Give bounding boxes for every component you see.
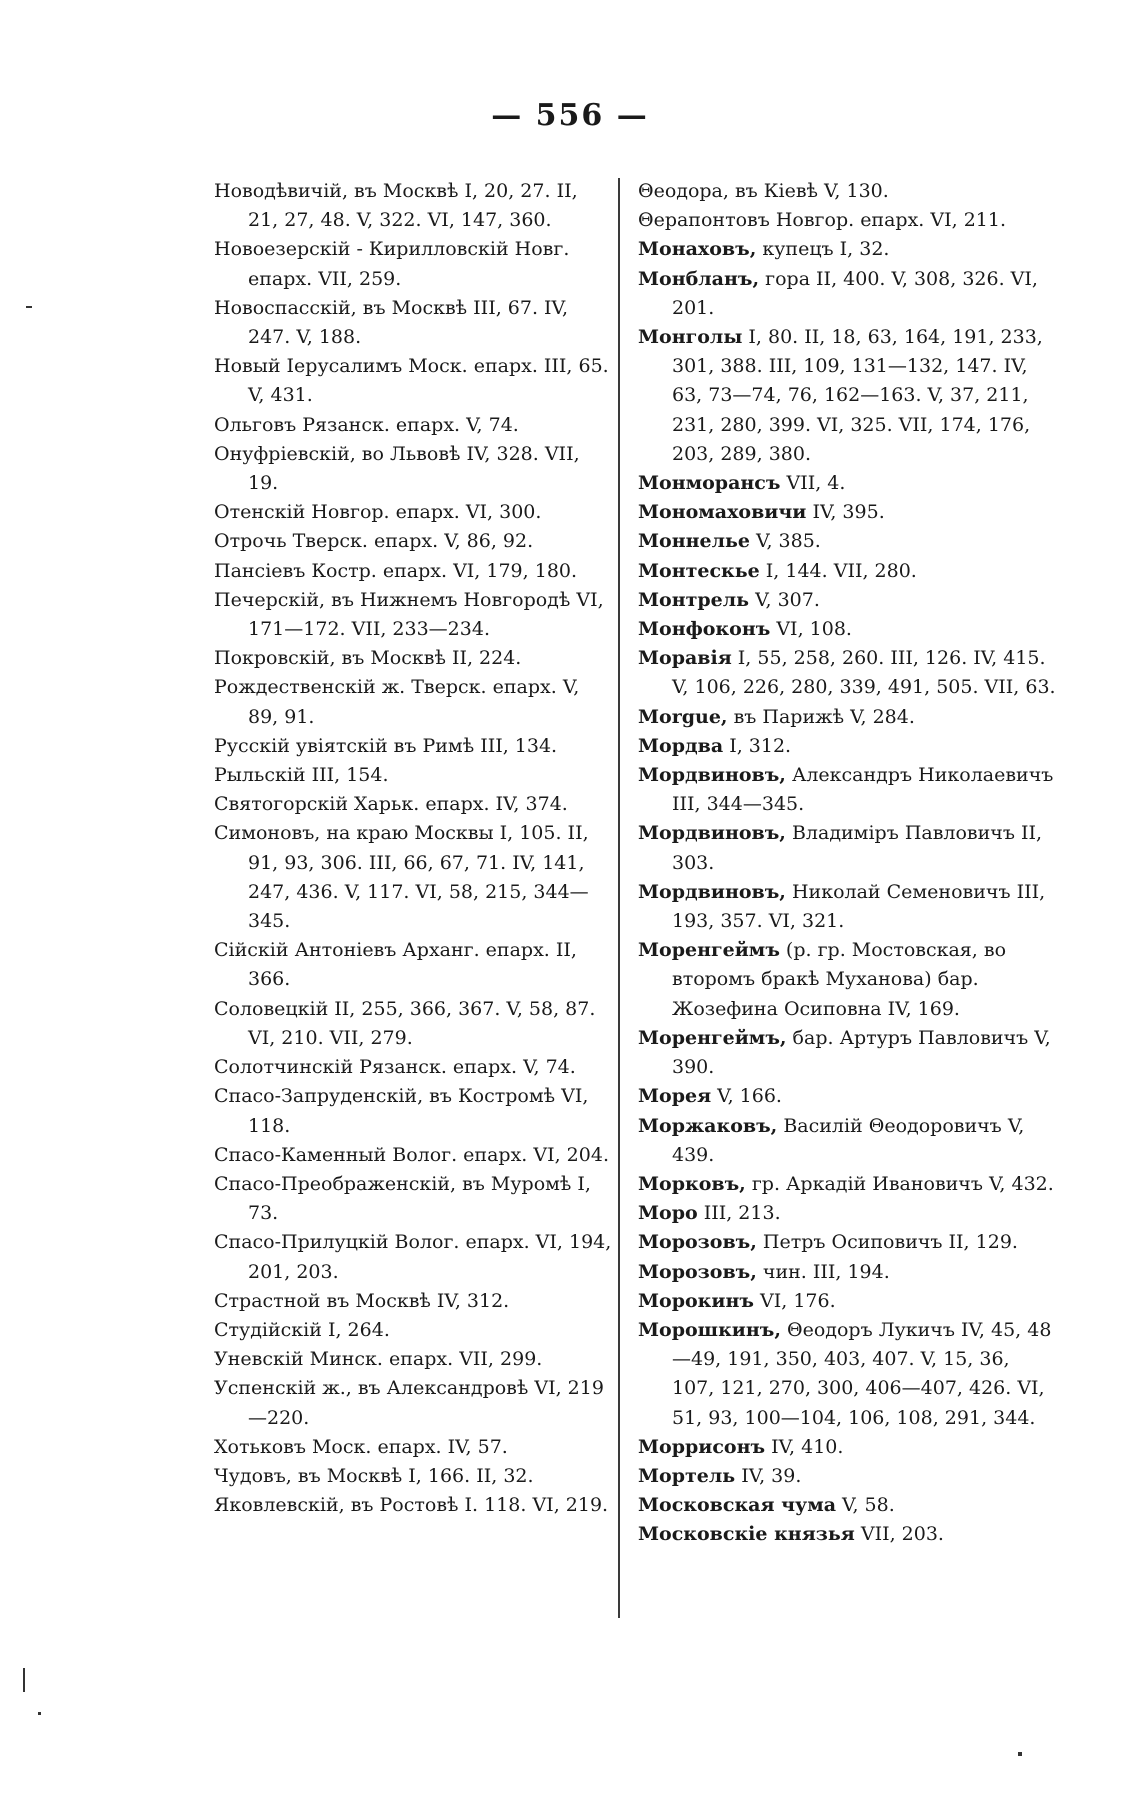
index-entry (638, 1287, 1056, 1316)
entry-references: Петръ Осиповичъ II, 129. (756, 1231, 1018, 1254)
index-entry: Сійскій Антоніевъ Арханг. епарх. II, 366. (214, 939, 577, 991)
index-entry (638, 1112, 1056, 1170)
entry-references: Θерапонтовъ Новгор. епарх. VI, 211. (638, 209, 1006, 232)
index-entry (638, 469, 1056, 498)
index-entry: Отрочь Тверск. епарх. V, 86, 92. (214, 530, 534, 553)
index-entry (638, 498, 1056, 527)
index-entry (638, 1082, 1056, 1111)
entry-headword: Моро (638, 1202, 698, 1225)
index-entry: Спасо-Запруденскій, въ Костромѣ VI, 118. (214, 1085, 589, 1137)
entry-headword: Морея (638, 1085, 712, 1108)
index-entry: Симоновъ, на краю Москвы I, 105. II, 91, 93, 306. III, 66, 67, 71. IV, 141, 247, 436. V, 117. VI, 58, 215, 344—345. (214, 822, 589, 933)
index-entry: Печерскій, въ Нижнемъ Новгородѣ VI, 171—172. VII, 233—234. (214, 588, 604, 641)
index-entry (638, 1170, 1056, 1199)
entry-references: III, 213. (697, 1202, 781, 1225)
index-entry (638, 265, 1056, 323)
entry-references: I, 80. II, 18, 63, 164, 191, 233, 301, 388. III, 109, 131—132, 147. IV, 63, 73—74, 76, 162—163. V, 37, 211, 231, 280, 399. VI, 325. VII, 174, 176, 203, 289, 380. (672, 326, 1043, 465)
margin-dot (1018, 1752, 1022, 1756)
entry-headword: Мономаховичи (638, 501, 807, 524)
index-entry: Спасо-Преображенскій, въ Муромѣ I, 73. (214, 1172, 591, 1225)
entry-headword: Монтескье (638, 559, 760, 582)
entry-references: IV, 395. (806, 501, 885, 524)
entry-references: V, 385. (750, 530, 821, 553)
index-entry: Страстной въ Москвѣ IV, 312. (214, 1289, 510, 1312)
index-entry (638, 703, 1056, 732)
entry-headword: Московская чума (638, 1494, 837, 1517)
index-entry: Рыльскій III, 154. (214, 764, 389, 787)
index-entry: Отенскій Новгор. епарх. VI, 300. (214, 501, 542, 524)
entry-headword: Мордвиновъ, (638, 880, 786, 903)
margin-tick (23, 1668, 25, 1692)
index-entry (638, 323, 1056, 469)
index-entry: Рождественскій ж. Тверск. епарх. V, 89, 91. (214, 676, 580, 728)
entry-headword: Мордвиновъ, (638, 764, 786, 787)
index-entry: Покровскій, въ Москвѣ II, 224. (214, 647, 522, 670)
entry-headword: Моренгеймъ (638, 939, 780, 962)
index-entry: Спасо-Прилуцкій Волог. епарх. VI, 194, 201, 203. (214, 1231, 612, 1283)
entry-references: Θеодора, въ Кіевѣ V, 130. (638, 180, 889, 202)
index-entry: Святогорскій Харьк. епарх. IV, 374. (214, 793, 568, 816)
entry-headword: Монаховъ, (638, 238, 757, 261)
entry-references: Владиміръ Павловичъ II, 303. (672, 822, 1043, 874)
index-entry (638, 1462, 1056, 1491)
entry-references: въ Парижѣ V, 284. (727, 705, 915, 728)
entry-headword: Моренгеймъ, (638, 1026, 787, 1049)
index-entry (638, 177, 1056, 206)
entry-headword: Монбланъ, (638, 267, 760, 290)
index-entry (638, 586, 1056, 615)
index-entry (638, 1520, 1056, 1549)
entry-headword: Морозовъ, (638, 1260, 757, 1283)
index-entry (638, 819, 1056, 877)
entry-headword: Морозовъ, (638, 1231, 757, 1254)
index-entry (638, 1199, 1056, 1228)
index-entry: Студійскій I, 264. (214, 1318, 390, 1341)
entry-headword: Моржаковъ, (638, 1114, 778, 1137)
entry-headword: Морковъ, (638, 1172, 746, 1195)
index-entry: Новодѣвичій, въ Москвѣ I, 20, 27. II, 21, 27, 48. V, 322. VI, 147, 360. (214, 180, 578, 232)
entry-references: V, 166. (711, 1085, 782, 1108)
entry-references: VI, 108. (770, 618, 852, 641)
index-entry (638, 644, 1056, 702)
entry-references: (р. гр. Мостовская, во второмъ бракѣ Муханова) бар. Жозефина Осиповна IV, 169. (672, 939, 1007, 1020)
entry-references: купецъ I, 32. (756, 238, 890, 261)
entry-references: Θеодоръ Лукичъ IV, 45, 48—49, 191, 350, 403, 407. V, 15, 36, 107, 121, 270, 300, 406—407, 426. VI, 51, 93, 100—104, 106, 108, 291, 344. (672, 1318, 1052, 1429)
index-entry (638, 1024, 1056, 1082)
entry-references: IV, 39. (735, 1464, 802, 1487)
index-entry (638, 732, 1056, 761)
entry-headword: Мордва (638, 734, 724, 757)
entry-headword: Московскіе князья (638, 1523, 855, 1546)
entry-headword: Мордвиновъ, (638, 822, 786, 845)
index-entry (638, 1258, 1056, 1287)
entry-references: VI, 176. (753, 1289, 836, 1312)
column-divider (618, 178, 620, 1618)
entry-headword: Моррисонъ (638, 1435, 766, 1458)
entry-references: чин. III, 194. (756, 1260, 890, 1283)
index-entry: Уневскій Минск. епарх. VII, 299. (214, 1348, 543, 1371)
index-entry: Хотьковъ Моск. епарх. IV, 57. (214, 1435, 508, 1458)
entry-headword: Монголы (638, 326, 743, 349)
entry-headword: Моравія (638, 647, 732, 670)
entry-headword: Монморансъ (638, 472, 781, 495)
index-entry (638, 936, 1056, 1024)
entry-headword: Монфоконъ (638, 618, 771, 641)
index-entry: Спасо-Каменный Волог. епарх. VI, 204. (214, 1143, 609, 1166)
index-entry: Пансіевъ Костр. епарх. VI, 179, 180. (214, 559, 578, 582)
entry-references: Василій Θеодоровичъ V, 439. (672, 1114, 1025, 1166)
index-entry (638, 878, 1056, 936)
entry-headword: Мортель (638, 1464, 736, 1487)
index-entry (638, 615, 1056, 644)
index-entry: Новоспасскій, въ Москвѣ III, 67. IV, 247. V, 188. (214, 296, 568, 349)
index-entry: Новоезерскій - Кирилловскій Новг. епарх. VII, 259. (214, 238, 570, 290)
entry-references: VII, 4. (780, 472, 846, 495)
entry-references: Николай Семеновичъ III, 193, 357. VI, 321. (672, 880, 1046, 933)
index-entry: Новый Іерусалимъ Моск. епарх. III, 65. V, 431. (214, 355, 609, 407)
entry-references: Александръ Николаевичъ III, 344—345. (672, 764, 1054, 816)
index-entry: Солотчинскій Рязанск. епарх. V, 74. (214, 1056, 576, 1079)
page-number: — 556 — (491, 98, 649, 133)
entry-headword: Морошкинъ, (638, 1318, 781, 1341)
index-entry (638, 1491, 1056, 1520)
index-entry (638, 527, 1056, 556)
entry-references: VII, 203. (854, 1523, 944, 1546)
entry-headword: Морокинъ (638, 1289, 754, 1312)
entry-references: гора II, 400. V, 308, 326. VI, 201. (672, 267, 1038, 319)
entry-headword: Монтрель (638, 588, 750, 611)
index-entry (638, 1228, 1056, 1257)
entry-references: гр. Аркадій Ивановичъ V, 432. (745, 1172, 1054, 1195)
index-entry (638, 1316, 1056, 1433)
index-entry (638, 206, 1056, 235)
index-entry (638, 761, 1056, 819)
margin-dot (38, 1712, 41, 1715)
margin-dash (26, 306, 32, 308)
entry-headword: Morgue, (638, 705, 728, 728)
index-entry (638, 1433, 1056, 1462)
index-entry: Соловецкій II, 255, 366, 367. V, 58, 87. VI, 210. VII, 279. (214, 997, 596, 1049)
entry-headword: Моннелье (638, 530, 750, 553)
index-entry: Русскій увіятскій въ Римѣ III, 134. (214, 734, 558, 757)
index-entry: Успенскій ж., въ Александровѣ VI, 219—220. (214, 1377, 604, 1429)
entry-references: V, 307. (749, 588, 820, 611)
index-entry (638, 235, 1056, 264)
entry-references: I, 312. (723, 734, 792, 757)
entry-references: IV, 410. (765, 1435, 844, 1458)
index-entry: Чудовъ, въ Москвѣ I, 166. II, 32. (214, 1464, 534, 1487)
entry-references: I, 55, 258, 260. III, 126. IV, 415. V, 106, 226, 280, 339, 491, 505. VII, 63. (672, 647, 1056, 699)
entry-references: I, 144. VII, 280. (759, 559, 917, 582)
right-index-column (638, 177, 1056, 1550)
entry-references: бар. Артуръ Павловичъ V, 390. (672, 1026, 1051, 1079)
index-entry: Ольговъ Рязанск. епарх. V, 74. (214, 413, 519, 436)
entry-references: V, 58. (836, 1494, 895, 1517)
index-entry: Яковлевскій, въ Ростовѣ I. 118. VI, 219. (214, 1494, 609, 1517)
index-entry: Онуфріевскій, во Львовѣ IV, 328. VII, 19. (214, 442, 580, 495)
index-entry (638, 557, 1056, 586)
left-index-column (214, 177, 612, 1520)
